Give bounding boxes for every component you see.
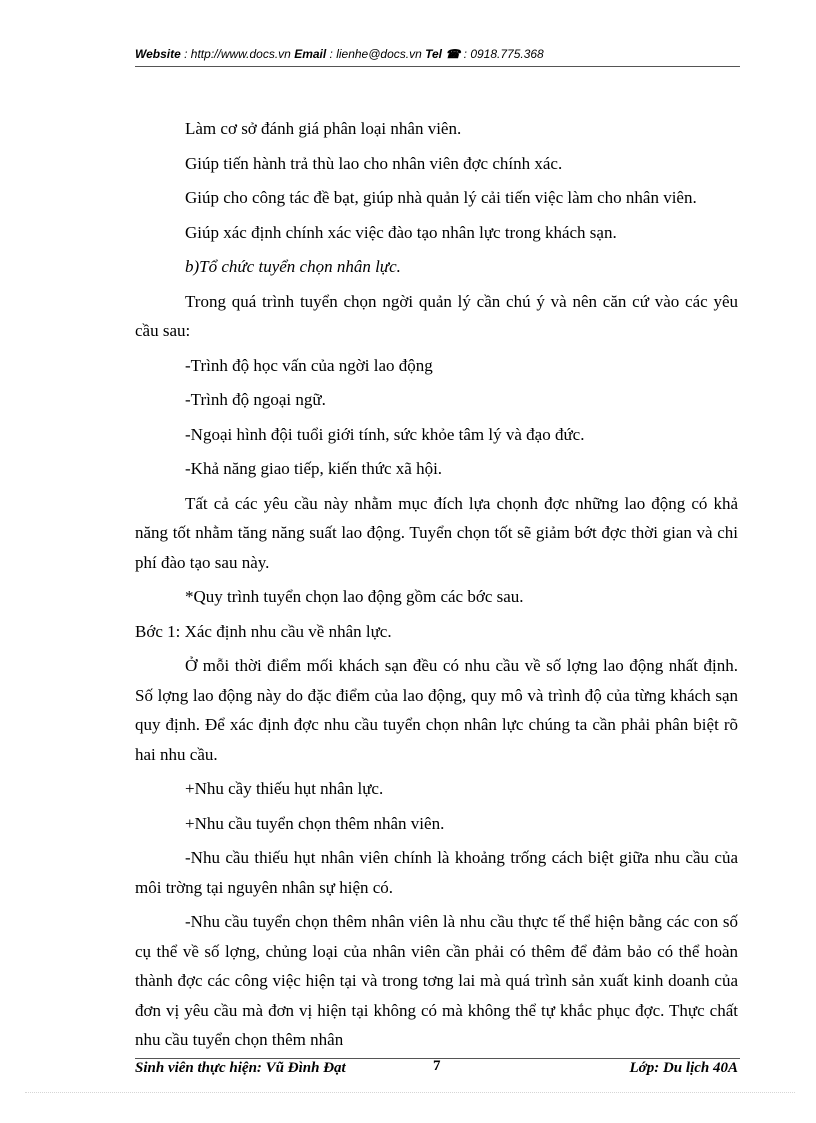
paragraph: Làm cơ sở đánh giá phân loại nhân viên. xyxy=(185,119,462,138)
footer-class: Lớp: Du lịch 40A xyxy=(629,1060,738,1076)
tel-label: Tel xyxy=(425,47,443,61)
paragraph: Tất cả các yêu cầu này nhằm mục đích lựa chọnh đợc những lao động có khả năng tốt nhằm tăng năng suất lao động. Tuyển chọn tốt sẽ giảm bớt đợc thời gian và chi phí đào tạo sau này. xyxy=(135,493,738,572)
list-item: +Nhu cầy thiếu hụt nhân lực. xyxy=(185,779,384,798)
tel-value: : 0918.775.368 xyxy=(460,47,544,61)
header-rule xyxy=(135,66,740,67)
paragraph: Trong quá trình tuyển chọn ngời quản lý cần chú ý và nên căn cứ vào các yêu cầu sau: xyxy=(135,291,738,340)
document-body xyxy=(135,114,738,1060)
list-item: +Nhu cầu tuyển chọn thêm nhân viên. xyxy=(185,813,445,833)
list-item: -Trình độ ngoại ngữ. xyxy=(185,390,326,409)
paragraph: Ở mỗi thời điểm mối khách sạn đều có nhu cầu về số lợng lao động nhất định. Số lợng lao động này do đặc điểm của lao động, quy mô và trình độ của từng khách sạn quy định. Để xác định đợc nhu cầu tuyển chọn nhân lực chúng ta cần phải phân biệt rõ hai nhu cầu. xyxy=(135,656,738,764)
page-header xyxy=(135,47,740,61)
website-value: : http://www.docs.vn xyxy=(180,47,295,61)
paragraph: -Nhu cầu thiếu hụt nhân viên chính là khoảng trống cách biệt giữa nhu cầu của môi trờng tại nguyên nhân sự hiện có. xyxy=(135,848,738,897)
section-heading: b)Tổ chức tuyển chọn nhân lực. xyxy=(185,257,401,276)
email-value: : lienhe@docs.vn xyxy=(326,47,426,61)
list-item: -Khả năng giao tiếp, kiến thức xã hội. xyxy=(185,459,443,478)
page-bottom-border xyxy=(25,1092,795,1093)
footer-author: Sinh viên thực hiện: Vũ Đình Đạt xyxy=(135,1060,346,1076)
footer-rule xyxy=(135,1058,740,1059)
page-number: 7 xyxy=(433,1060,441,1074)
website-label: Website xyxy=(135,47,181,61)
email-label: Email xyxy=(294,47,327,61)
step-heading: Bớc 1: Xác định nhu cầu về nhân lực. xyxy=(135,621,392,641)
phone-icon: ☎ xyxy=(445,47,461,61)
paragraph: Giúp cho công tác đề bạt, giúp nhà quản lý cải tiến việc làm cho nhân viên. xyxy=(185,188,697,207)
page-footer xyxy=(135,1060,740,1080)
paragraph: *Quy trình tuyển chọn lao động gồm các bớc sau. xyxy=(185,587,524,606)
list-item: -Trình độ học vấn của ngời lao động xyxy=(185,355,433,375)
paragraph: Giúp xác định chính xác việc đào tạo nhân lực trong khách sạn. xyxy=(185,222,617,242)
list-item: -Ngoại hình đội tuổi giới tính, sức khỏe tâm lý và đạo đức. xyxy=(185,424,585,444)
paragraph: Giúp tiến hành trả thù lao cho nhân viên đợc chính xác. xyxy=(185,153,563,173)
paragraph: -Nhu cầu tuyển chọn thêm nhân viên là nhu cầu thực tế thể hiện bằng các con số cụ thể về số lợng, chủng loại của nhân viên cần phải có thêm để đảm bảo có thể hoàn thành đợc các công việc hiện tại và trong tơng lai mà quá trình sản xuất kinh doanh của đơn vị yêu cầu mà đơn vị hiện tại không có mà không thể tự khắc phục đợc. Thực chất nhu cầu tuyển chọn thêm nhân xyxy=(135,912,738,1049)
